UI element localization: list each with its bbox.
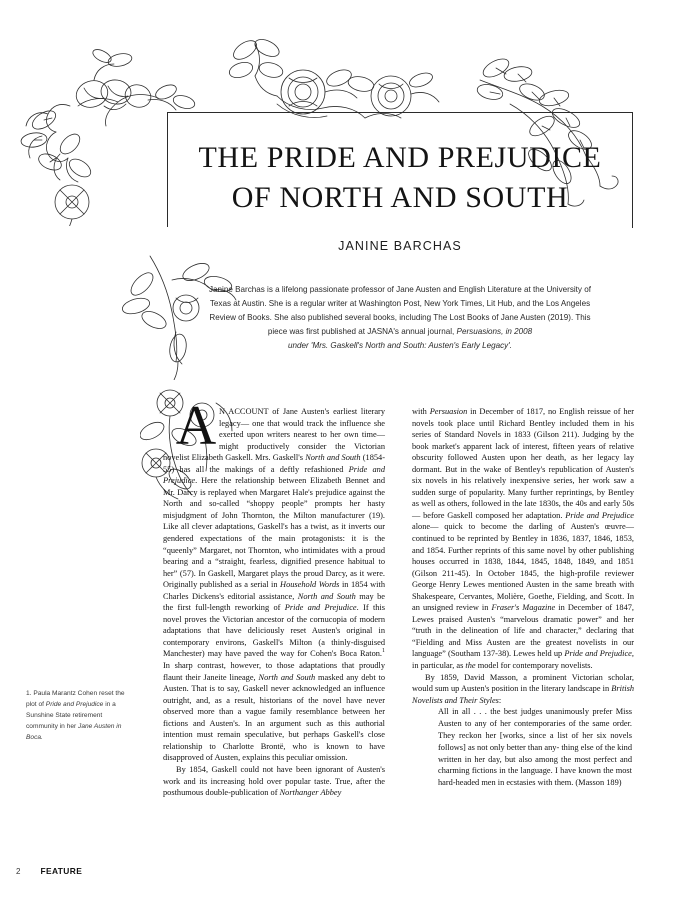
paragraph-opening: N ACCOUNT of Jane Austen's earliest literary legacy— one that would track the influence she exerted upon writers nearest to her own time— might productively consider the Victorian novelist Elizabeth Gaskell. Mrs. Gaskell's North and South (1854-55) has all the makings of a deftly refashioned Pride and Prejudice. Here the relationship between Elizabeth Bennet and Mr. Darcy is replayed when Margaret Hale's prejudice against the North and so-called “shoppy people” prompts her hasty misjudgment of John Thornton, the Milton manufacturer (19). Like all clever adaptations, Gaskell's has a twist, as it inverts our gendered expectations of the main protagonists: it is the “queenly” Margaret, not Thornton, who intimidates with a proud bearing and a “straight, fearless, dignified presence habitual to her” (57). In Gaskell, Margaret plays the proud Darcy, as it were. Originally published as a serial in Household Words in 1854 with Charles Dickens's editorial assistance, North and South may be the first full-length reworking of Pride and Prejudice. If this novel proves the Victorian ancestor of the cornucopia of modern adaptations that have deliciously reset Austen's original in contemporary environs, Gaskell's Milton (a thinly-disguised Manchester) may have paved the way for Cohen's Boca Raton.$^1$ In sharp contrast, however, to those adaptations that proudly flaunt their Janeite lineage, North and South masked any debt to Austen. That is to say, Gaskell never acknowledged an influence outright, and, as a result, historians of the novel have never observed more than a vague family resemblance between her fictions and Austen's. In an argument such as this authorial intention must remain speculative, but perhaps Gaskell's close relationship to Charlotte Brontë, who is known to have disapproved of Austen, explains this peculiar omission. xyxy=(163,407,386,763)
paragraph-by-1854: By 1854, Gaskell could not have been ignorant of Austen's work and its increasing hold over popular taste. True, after the posthumous double-publication of Northanger Abbey xyxy=(163,764,385,798)
margin-footnote: 1. Paula Marantz Cohen reset the plot of Pride and Prejudice in a Sunshine State retirement community in her Jane Austen in Boca. xyxy=(26,690,125,742)
author-bio-text: Janine Barchas is a lifelong passionate professor of Jane Austen and English Literature at the University of Texas at Austin. She is a regular writer at Washington Post, New York Times, Lit Hub, and the Los Angeles Review of Books. She also published several books, including The Lost Books of Jane Austen (2019). This piece was first published at JASNA's annual journal, xyxy=(209,285,591,336)
page-title xyxy=(167,138,633,217)
author-byline: JANINE BARCHAS xyxy=(338,239,462,253)
author-bio-italic-2: under 'Mrs. Gaskell's North and South: Austen's Early Legacy'. xyxy=(287,340,513,350)
title-line-1: THE PRIDE AND PREJUDICE xyxy=(198,141,602,174)
paragraph-by-1859: By 1859, David Masson, a prominent Victorian scholar, would sum up Austen's position in the literary landscape in British Novelists and Their Styles: xyxy=(412,672,634,705)
author-bio-italic-1: Persuasions, in 2008 xyxy=(456,326,533,336)
body-column-right xyxy=(412,406,634,789)
paragraph-persuasion: with Persuasion in December of 1817, no English reissue of her novels took place until Richard Bentley included them in his series of Standard Novels in 1833 (Gilson 211). Judging by the book market's apparent lack of interest, fifteen years of relative obscurity followed Austen upon her death, as her legacy lay dormant. But in the wake of Bentley's republication of Austen's six novels in his relatively inexpensive series, her work saw a sudden surge of popularity. Many further reprintings, by Bentley as well as others, followed in the late 1830s, the 40s and early 50s— before Gaskell composed her adaptation. Pride and Prejudice alone— quick to become the darling of Austen's œuvre— continued to be reprinted by Bentley in 1836, 1837, 1846, 1853, and 1854. Further reprints of this same novel by other publishing houses occurred in 1838, 1844, 1845, 1848, 1849, and 1851 (Gilson 211-45). In October 1845, the high-profile reviewer George Henry Lewes mentioned Austen in the same breath with Shakespeare, Cervantes, Molière, Goethe, Fielding, and Scott. In an unsigned review in Fraser's Magazine in December of 1847, Lewes praised Austen's “marvelous dramatic power” and her “truth in the delineation of life and character,” declaring that “Fielding and Miss Austen are the greatest novelists in our language” (Southam 137-38). Lewes held up Pride and Prejudice, in particular, as the model for contemporary novelists. xyxy=(412,407,634,671)
body-column-left xyxy=(163,406,385,799)
dropcap-letter: A xyxy=(175,395,217,457)
title-line-2: OF NORTH AND SOUTH xyxy=(231,180,569,214)
block-quote-masson: All in all . . . the best judges unanimously prefer Miss Austen to any of her contemporaries of the same order. They reckon her [works, since a list of her six novels follows] as not only better than any- thing else of the kind written in her day, but also among the most perfect and charming fictions in the language. I have known the most hard-headed men in ecstasies with them. (Masson 189) xyxy=(438,707,632,788)
author-bio xyxy=(200,283,600,353)
page-footer xyxy=(16,866,82,876)
footer-page-number: 2 xyxy=(16,867,21,876)
footer-section-label: FEATURE xyxy=(40,866,83,876)
